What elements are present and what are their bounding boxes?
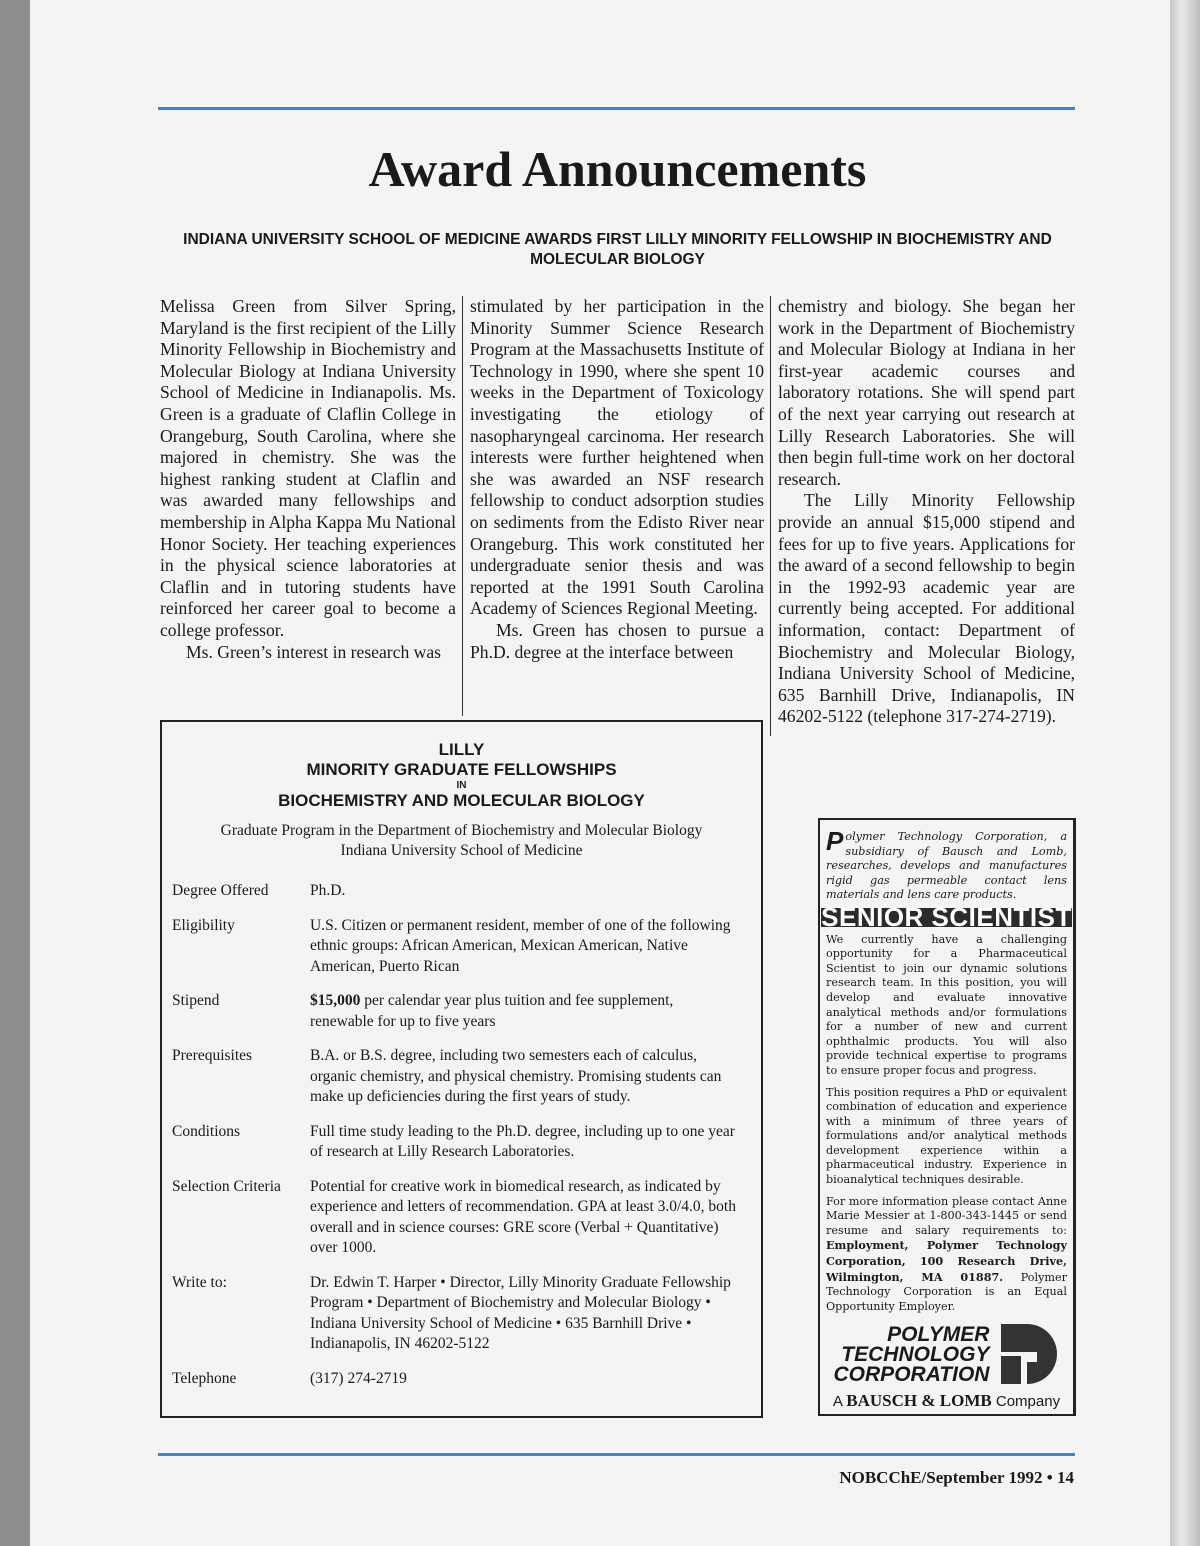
- row-value: [310, 991, 740, 1032]
- fellowship-row: [172, 1122, 761, 1163]
- job-advertisement: [818, 818, 1076, 1416]
- ad-paragraph: We currently have a challenging opportunity for a Pharmaceutical Scientist to join our dynamic solutions research team. In this position, you will develop and evaluate innovative analytical methods and/or formulations for a number of new and current ophthalmic products. You will also provide technical expertise to programs to ensure proper focus and progress.: [826, 932, 1067, 1077]
- paragraph: Ms. Green has chosen to pursue a Ph.D. degree at the interface between: [470, 619, 764, 662]
- row-label: Selection Criteria: [172, 1177, 281, 1195]
- row-label: Eligibility: [172, 916, 235, 934]
- row-label: Degree Offered: [172, 882, 269, 899]
- paragraph: stimulated by her participation in the Minority Summer Science Research Program at the Massachusetts Institute of Technology in 1990, where she spent 10 weeks in the Department of Toxicology investigating the etiology of nasopharyngeal carcinoma. Her research interests were further heightened when she was awarded an NSF research fellowship to conduct adsorption studies on sediments from the Edisto River near Orangeburg. This work constituted her undergraduate senior thesis and was reported at the 1991 South Carolina Academy of Sciences Regional Meeting.: [470, 296, 764, 619]
- paragraph: Ms. Green’s interest in research was: [186, 641, 442, 662]
- fellowship-box: [160, 720, 763, 1418]
- fellowship-row: [172, 1369, 761, 1390]
- page-edge: [1170, 0, 1200, 1546]
- stipend-amount: $15,000: [310, 992, 361, 1009]
- logo-text: POLYMER: [887, 1323, 990, 1347]
- fellowship-row: [172, 1177, 761, 1259]
- eoe-text: Polymer Technology Corporation is an Equal Opportunity Employer.: [826, 1270, 1067, 1313]
- fellowship-row: [172, 1273, 761, 1355]
- logo-text: TECHNOLOGY: [841, 1343, 990, 1367]
- row-text: per calendar year plus tuition and fee supplement, renewable for up to five years: [310, 992, 674, 1030]
- contact-text: For more information please contact Anne Marie Messier at 1-800-343-1445 or send resume and salary requirements to:: [826, 1194, 1067, 1237]
- company-logo: [826, 1322, 1067, 1388]
- fellowship-row: [172, 991, 761, 1032]
- fellowship-heading: IN: [456, 780, 467, 791]
- article-column-2: [470, 296, 764, 663]
- fellowship-details: [162, 881, 761, 1389]
- fellowship-subtitle: [162, 821, 761, 861]
- row-label: Conditions: [172, 1122, 241, 1140]
- row-value: Full time study leading to the Ph.D. degree, including up to one year of research at Lilly Research Laboratories.: [310, 1122, 735, 1160]
- school-name: Indiana University School of Medicine: [340, 842, 583, 859]
- bausch-lomb-name: BAUSCH & LOMB: [846, 1391, 992, 1411]
- row-value: (317) 274-2719: [310, 1369, 407, 1387]
- bl-text: A: [832, 1393, 847, 1411]
- article-headline: INDIANA UNIVERSITY SCHOOL OF MEDICINE AWARDS FIRST LILLY MINORITY FELLOWSHIP IN BIOCHEMISTRY AND MOLECULAR BIOLOGY: [183, 231, 1052, 268]
- row-value: Dr. Edwin T. Harper • Director, Lilly Minority Graduate Fellowship Program • Department of Biochemistry and Molecular Biology • Indiana University School of Medicine • 635 Barnhill Drive • Indianapolis, IN 46202-5122: [310, 1273, 731, 1352]
- fellowship-heading: MINORITY GRADUATE FELLOWSHIPS: [306, 760, 617, 779]
- ad-contact: [826, 1195, 1067, 1315]
- article-column-1: [160, 296, 456, 663]
- ad-paragraph: This position requires a PhD or equivalent combination of education and experience with a minimum of three years of formulations and/or analytical methods development experience within a pharmaceutical industry. Experience in bioanalytical techniques desirable.: [826, 1085, 1067, 1187]
- column-divider: [462, 296, 463, 716]
- row-value: U.S. Citizen or permanent resident, member of one of the following ethnic groups: African American, Mexican American, Native American, Puerto Rican: [310, 916, 731, 975]
- fellowship-row: [172, 916, 761, 978]
- page-title: Award Announcements: [368, 141, 867, 197]
- row-label: Stipend: [172, 992, 220, 1009]
- top-rule: [158, 107, 1075, 110]
- ad-banner: SENIOR SCIENTIST: [821, 901, 1072, 932]
- paragraph: chemistry and biology. She began her work in the Department of Biochemistry and Molecular Biology at Indiana in her first-year academic courses and laboratory rotations. She will spend part of the next year carrying out research at Lilly Research Laboratories. She will then begin full-time work on her doctoral research.: [778, 296, 1075, 489]
- parent-company: [826, 1391, 1067, 1411]
- row-label: Write to:: [172, 1273, 227, 1291]
- paragraph: The Lilly Minority Fellowship provide an annual $15,000 stipend and fees for up to five years. Applications for the award of a second fellowship to begin in the 1992-93 academic year are currently being accepted. For additional information, contact: Department of Biochemistry and Molecular Biology, Indiana University School of Medicine, 635 Barnhill Drive, Indianapolis, IN 46202-5122 (telephone 317-274-2719).: [778, 490, 1075, 727]
- row-value: B.A. or B.S. degree, including two semesters each of calculus, organic chemistry, and physical chemistry. Promising students can make up deficiencies during the first years of study.: [310, 1047, 722, 1105]
- drop-cap: P: [826, 826, 844, 856]
- row-value: Potential for creative work in biomedical research, as indicated by experience and letters of recommendation. GPA at least 3.0/4.0, both overall and in science courses: GRE score (Verbal + Quantitative) over 1000.: [310, 1177, 736, 1256]
- fellowship-heading: LILLY: [438, 740, 485, 759]
- row-value: Ph.D.: [310, 882, 346, 899]
- fellowship-heading: BIOCHEMISTRY AND MOLECULAR BIOLOGY: [278, 791, 645, 810]
- fellowship-row: [172, 881, 761, 902]
- logo-text: CORPORATION: [833, 1363, 990, 1387]
- ad-intro: [826, 826, 1067, 903]
- article-column-3: [778, 296, 1075, 728]
- paragraph: Melissa Green from Silver Spring, Maryland is the first recipient of the Lilly Minority Fellowship in Biochemistry and Molecular Biology at Indiana University School of Medicine in Indianapolis. Ms. Green is a graduate of Claflin College in Orangeburg, South Carolina, where she majored in chemistry. She was the highest ranking student at Claflin and was awarded many fellowships and membership in Alpha Kappa Mu National Honor Society. Her teaching experiences in the physical science laboratories at Claflin and in tutoring students have reinforced her career goal to become a college professor.: [160, 296, 456, 640]
- row-label: Telephone: [172, 1369, 237, 1387]
- column-divider: [770, 296, 771, 736]
- row-label: Prerequisites: [172, 1047, 253, 1064]
- contact-address: Employment, Polymer Technology Corporation, 100 Research Drive, Wilmington, MA 01887.: [826, 1238, 1067, 1284]
- bottom-rule: [158, 1453, 1075, 1456]
- fellowship-row: [172, 1046, 761, 1108]
- page-footer: NOBCChE/September 1992 • 14: [839, 1468, 1074, 1487]
- program-name: Graduate Program in the Department of Biochemistry and Molecular Biology: [220, 822, 703, 839]
- logo-mark-icon: [997, 1322, 1059, 1388]
- intro-text: olymer Technology Corporation, a subsidiary of Bausch and Lomb, researches, develops and manufactures rigid gas permeable contact lens materials and lens care products.: [826, 830, 1067, 902]
- bl-text: Company: [991, 1393, 1061, 1411]
